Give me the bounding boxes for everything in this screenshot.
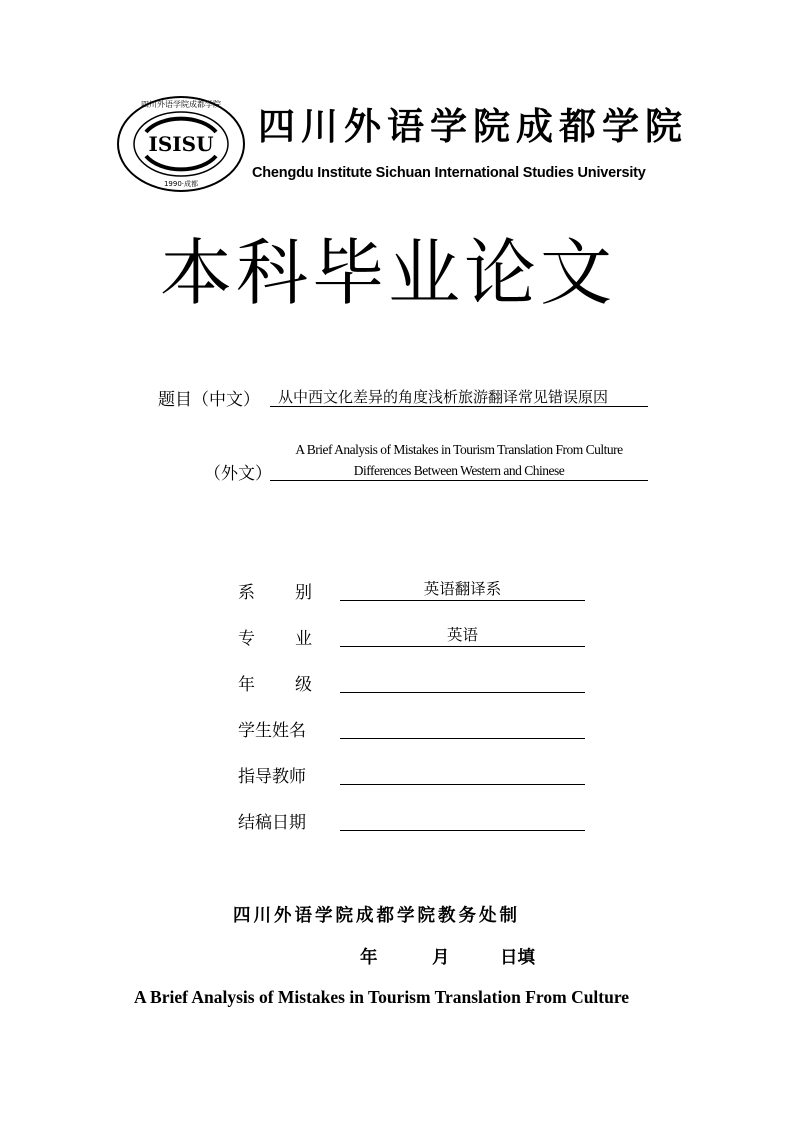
topic-value-cn: 从中西文化差异的角度浅析旅游翻译常见错误原因 (278, 388, 609, 406)
school-name-en: Chengdu Institute Sichuan International Studies University (252, 165, 646, 181)
field-student-name-value (340, 716, 585, 739)
logo-ring-text: 四川外语学院成都学院 (141, 100, 221, 109)
field-major-value: 英语 (340, 624, 585, 647)
topic-label-en: （外文） (204, 464, 272, 484)
topic-value-en-line2: Differences Between Western and Chinese (353, 463, 565, 478)
field-label-major: 专 业 (238, 629, 312, 649)
field-label-grade: 年 级 (238, 675, 312, 695)
school-name-cn: 四川外语学院成都学院 (258, 104, 688, 148)
field-label-advisor: 指导教师 (238, 767, 306, 787)
school-logo (116, 94, 250, 194)
english-title-line: A Brief Analysis of Mistakes in Tourism Translation From Culture (134, 987, 630, 1007)
logo-abbr: ISISU (148, 132, 214, 156)
field-advisor-value (340, 762, 585, 785)
field-label-department: 系 别 (238, 583, 312, 603)
date-month: 月 (432, 948, 450, 968)
topic-label-cn: 题目（中文） (158, 390, 260, 410)
issuing-office: 四川外语学院成都学院教务处制 (233, 906, 520, 926)
topic-line-cn (270, 386, 648, 407)
topic-value-en-line1: A Brief Analysis of Mistakes in Tourism Translation From Culture (295, 442, 623, 457)
field-completion-date-value (340, 808, 585, 831)
logo-sub-text: 1990·成都 (163, 180, 199, 188)
topic-line-en (270, 439, 648, 481)
field-label-student-name: 学生姓名 (238, 721, 306, 741)
date-day: 日填 (500, 948, 535, 968)
field-department-value: 英语翻译系 (340, 578, 585, 601)
field-grade-value (340, 670, 585, 693)
date-year: 年 (360, 948, 378, 968)
field-label-completion-date: 结稿日期 (238, 813, 306, 833)
page-title: 本科毕业论文 (160, 231, 617, 315)
